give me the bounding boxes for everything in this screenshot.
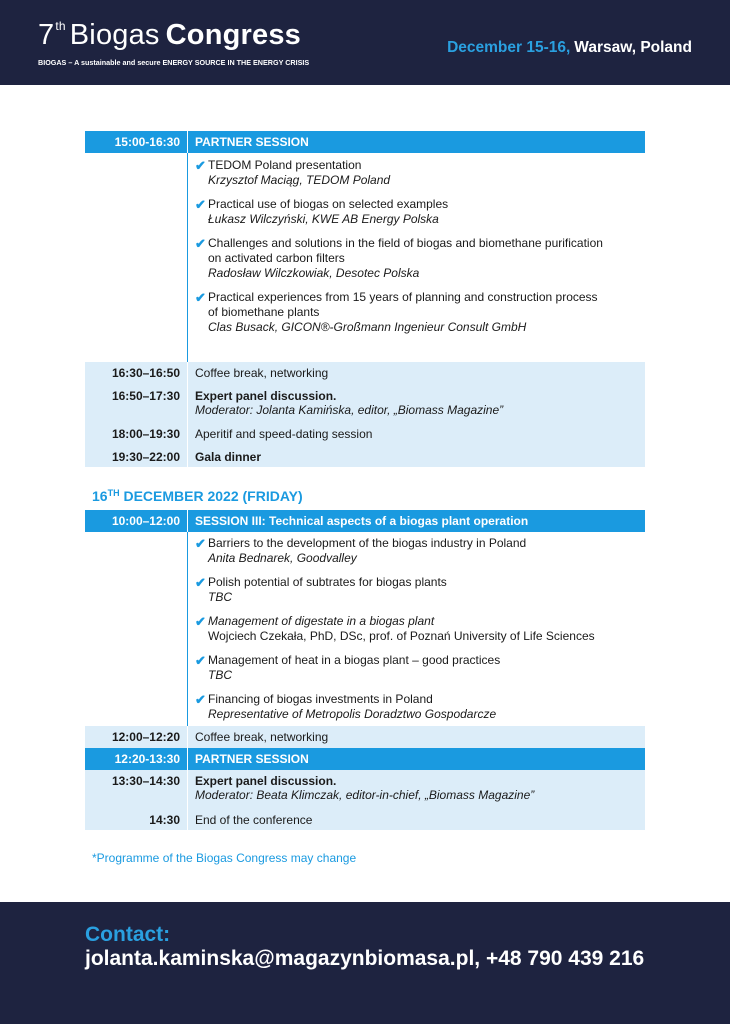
agenda-row <box>85 770 645 809</box>
talk-item <box>195 197 639 227</box>
row-label: Coffee break, networking <box>187 726 645 748</box>
session-title: SESSION III: Technical aspects of a biogas plant operation <box>187 510 645 532</box>
event-date-place <box>447 39 692 57</box>
checkmark-icon: ✔ <box>195 692 206 707</box>
row-label: End of the conference <box>187 809 645 830</box>
checkmark-icon: ✔ <box>195 158 206 173</box>
agenda-row <box>85 385 645 423</box>
title-light: Biogas <box>69 19 160 51</box>
agenda-row <box>85 809 645 830</box>
event-dates: December 15-16, <box>447 39 571 56</box>
row-label: Expert panel discussion. <box>195 774 337 788</box>
talk-list <box>187 532 645 726</box>
session-title: PARTNER SESSION <box>187 131 645 153</box>
agenda-row <box>85 362 645 385</box>
row-time: 19:30–22:00 <box>111 450 180 464</box>
session-time: 15:00-16:30 <box>114 135 180 149</box>
row-time: 16:50–17:30 <box>111 389 180 403</box>
checkmark-icon: ✔ <box>195 197 206 212</box>
talk-item <box>195 290 639 335</box>
talk-title-cont: on activated carbon filters <box>208 251 345 265</box>
talk-title-cont: of biomethane plants <box>208 305 320 319</box>
row-content <box>187 385 645 423</box>
talk-title: Management of digestate in a biogas plant <box>208 614 435 628</box>
checkmark-icon: ✔ <box>195 536 206 551</box>
checkmark-icon: ✔ <box>195 236 206 251</box>
congress-title <box>38 20 301 50</box>
tagline: BIOGAS – A sustainable and secure ENERGY SOURCE IN THE ENERGY CRISIS <box>38 58 310 67</box>
day-heading <box>92 488 303 504</box>
row-time: 13:30–14:30 <box>111 774 180 788</box>
talk-title: TEDOM Poland presentation <box>208 158 362 172</box>
partner-session-items <box>85 153 645 362</box>
programme-note: *Programme of the Biogas Congress may change <box>92 851 357 865</box>
row-time: 18:00–19:30 <box>111 427 180 441</box>
contact-footer <box>0 902 730 1024</box>
talk-title: Practical use of biogas on selected examples <box>208 197 449 211</box>
row-moderator: Moderator: Jolanta Kamińska, editor, „Biomass Magazine” <box>195 403 504 417</box>
talk-title: Practical experiences from 15 years of planning and construction process <box>208 290 598 304</box>
session-time: 12:20-13:30 <box>114 752 180 766</box>
row-label: Gala dinner <box>187 446 645 467</box>
checkmark-icon: ✔ <box>195 614 206 629</box>
checkmark-icon: ✔ <box>195 575 206 590</box>
talk-speaker: Clas Busack, GICON®-Großmann Ingenieur Consult GmbH <box>208 320 527 334</box>
talk-speaker: Representative of Metropolis Doradztwo Gospodarcze <box>208 707 497 721</box>
day-ordinal: TH <box>107 488 120 498</box>
day-number: 16 <box>92 488 108 504</box>
agenda-table-day2 <box>85 510 645 830</box>
session-items <box>85 532 645 726</box>
session-time: 10:00–12:00 <box>111 514 180 528</box>
talk-speaker: TBC <box>208 590 232 604</box>
talk-speaker: TBC <box>208 668 232 682</box>
talk-item <box>195 653 639 683</box>
agenda-table-day1 <box>85 131 645 467</box>
talk-speaker: Krzysztof Maciąg, TEDOM Poland <box>208 173 391 187</box>
talk-title: Management of heat in a biogas plant – good practices <box>208 653 501 667</box>
talk-title: Barriers to the development of the biogas industry in Poland <box>208 536 527 550</box>
event-place: Warsaw, Poland <box>574 39 692 56</box>
talk-speaker: Łukasz Wilczyński, KWE AB Energy Polska <box>208 212 439 226</box>
talk-item <box>195 236 639 281</box>
row-label: Coffee break, networking <box>187 362 645 385</box>
header-banner <box>0 0 730 85</box>
row-time: 16:30–16:50 <box>111 366 180 380</box>
row-label: Aperitif and speed-dating session <box>187 423 645 446</box>
checkmark-icon: ✔ <box>195 290 206 305</box>
talk-speaker: Radosław Wilczkowiak, Desotec Polska <box>208 266 420 280</box>
partner-session-row <box>85 748 645 770</box>
talk-title: Challenges and solutions in the field of biogas and biomethane purification <box>208 236 603 250</box>
talk-item <box>195 158 639 188</box>
partner-session-row <box>85 131 645 153</box>
day-date: DECEMBER 2022 (FRIDAY) <box>123 488 303 504</box>
contact-label: Contact: <box>85 923 171 946</box>
agenda-row <box>85 423 645 446</box>
checkmark-icon: ✔ <box>195 653 206 668</box>
row-label: Expert panel discussion. <box>195 389 337 403</box>
agenda-row <box>85 446 645 467</box>
talk-item <box>195 614 639 644</box>
row-content <box>187 770 645 809</box>
row-moderator: Moderator: Beata Klimczak, editor-in-chief, „Biomass Magazine” <box>195 788 535 802</box>
session-row <box>85 510 645 532</box>
agenda-row <box>85 726 645 748</box>
row-time: 14:30 <box>149 813 180 827</box>
talk-item <box>195 575 639 605</box>
talk-item <box>195 692 639 722</box>
talk-speaker: Anita Bednarek, Goodvalley <box>208 551 357 565</box>
edition-number: 7 <box>38 19 55 51</box>
row-time: 12:00–12:20 <box>111 730 180 744</box>
talk-speaker: Wojciech Czekała, PhD, DSc, prof. of Poznań University of Life Sciences <box>208 629 595 643</box>
edition-ordinal: th <box>55 19 66 33</box>
talk-title: Polish potential of subtrates for biogas plants <box>208 575 447 589</box>
talk-title: Financing of biogas investments in Poland <box>208 692 433 706</box>
title-bold: Congress <box>165 19 301 51</box>
talk-list <box>187 153 645 362</box>
talk-item <box>195 536 639 566</box>
session-title: PARTNER SESSION <box>187 748 645 770</box>
contact-info: jolanta.kaminska@magazynbiomasa.pl, +48 790 439 216 <box>85 947 645 970</box>
